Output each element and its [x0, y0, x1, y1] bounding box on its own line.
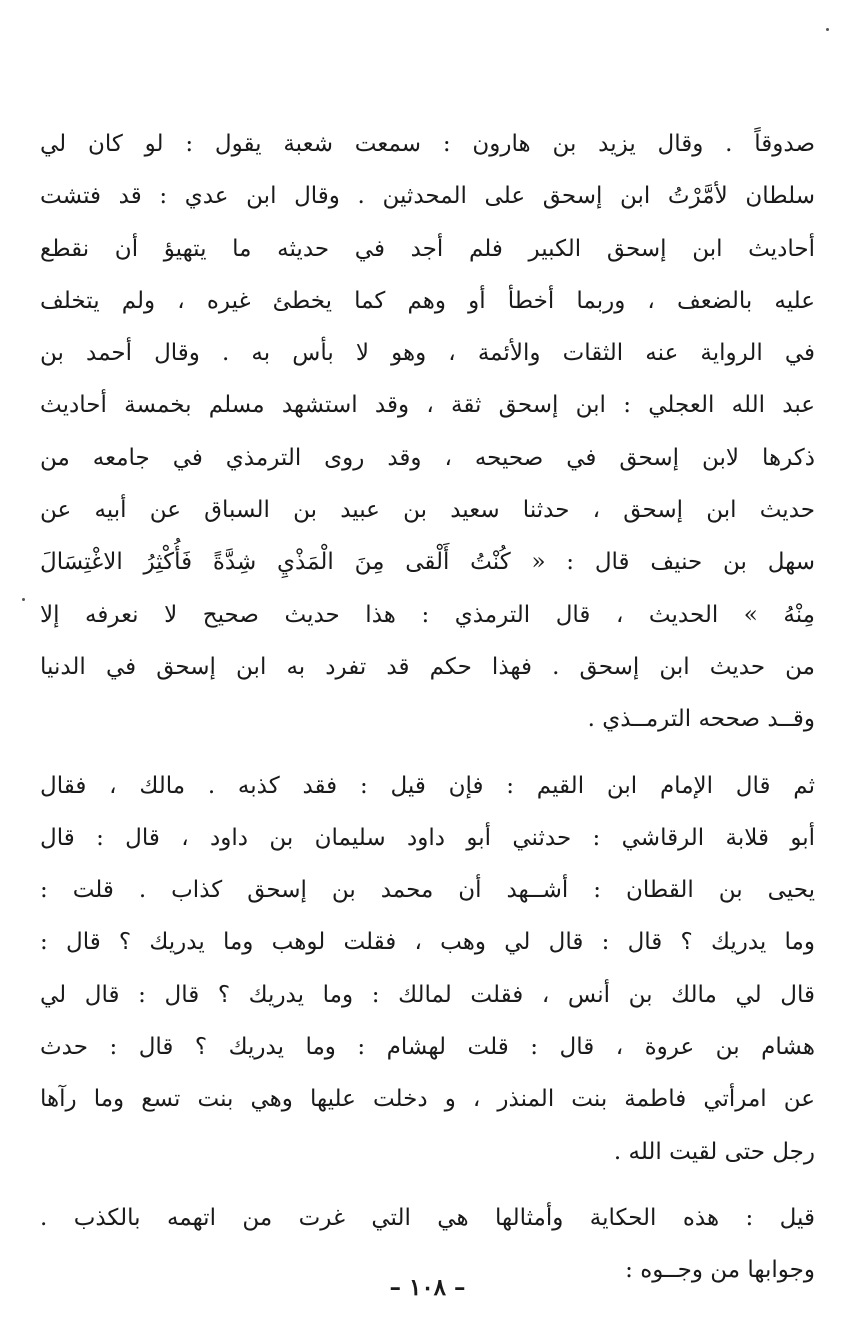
text-line: أبو قلابة الرقاشي : حدثني أبو داود سليمان بن داود ، قال : قال	[40, 824, 815, 851]
text-line: عن امرأتي فاطمة بنت المنذر ، و دخلت عليها وهي بنت تسع وما رآها	[40, 1086, 815, 1113]
text-line: عليه بالضعف ، وربما أخطأ أو وهم كما يخطئ غيره ، ولم يتخلف	[40, 287, 815, 314]
page-number: – ١٠٨ –	[389, 1274, 466, 1301]
paragraph-gap	[40, 1178, 815, 1192]
paragraph-gap	[40, 746, 815, 760]
text-line: هشام بن عروة ، قال : قلت لهشام : وما يدريك ؟ قال : حدث	[40, 1034, 815, 1061]
paragraph-2	[40, 760, 815, 1178]
scan-speck	[826, 28, 829, 31]
text-line: وجوابها من وجــوه :	[625, 1257, 815, 1284]
text-line: من حديث ابن إسحق . فهذا حكم قد تفرد به ابن إسحق في الدنيا	[40, 653, 815, 680]
text-line: سلطان لأمَّرْتُ ابن إسحق على المحدثين . وقال ابن عدي : قد فتشت	[40, 183, 815, 210]
text-line: مِنْهُ » الحديث ، قال الترمذي : هذا حديث صحيح لا نعرفه إلا	[40, 601, 815, 628]
text-line: قيل : هذه الحكاية وأمثالها هي التي غرت من اتهمه بالكذب .	[40, 1204, 815, 1231]
text-line: صدوقاً . وقال يزيد بن هارون : سمعت شعبة يقول : لو كان لي	[40, 131, 815, 157]
text-line: وقــد صححه الترمــذي .	[587, 706, 815, 733]
text-line: أحاديث ابن إسحق الكبير فلم أجد في حديثه ما يتهيؤ أن نقطع	[40, 235, 815, 262]
paragraph-1	[40, 118, 815, 746]
text-line: وما يدريك ؟ قال : قال لي وهب ، فقلت لوهب وما يدريك ؟ قال :	[40, 929, 815, 956]
text-line: عبد الله العجلي : ابن إسحق ثقة ، وقد استشهد مسلم بخمسة أحاديث	[40, 392, 815, 419]
scan-speck	[22, 598, 25, 601]
text-line: يحيى بن القطان : أشــهد أن محمد بن إسحق كذاب . قلت :	[40, 877, 815, 904]
text-line: قال لي مالك بن أنس ، فقلت لمالك : وما يدريك ؟ قال : قال لي	[40, 981, 815, 1008]
text-line: ثم قال الإمام ابن القيم : فإن قيل : فقد كذبه . مالك ، فقال	[40, 772, 815, 799]
text-line: رجل حتى لقيت الله .	[613, 1138, 815, 1165]
text-line: ذكرها لابن إسحق في صحيحه ، وقد روى الترمذي في جامعه من	[40, 444, 815, 471]
text-line: حديث ابن إسحق ، حدثنا سعيد بن عبيد بن السباق عن أبيه عن	[40, 497, 815, 524]
text-line: في الرواية عنه الثقات والأئمة ، وهو لا بأس به . وقال أحمد بن	[40, 340, 815, 367]
text-line: سهل بن حنيف قال : « كُنْتُ أَلْقى مِنَ الْمَذْيِ شِدَّةً فَأُكْثِرُ الاغْتِسَالَ	[40, 549, 815, 576]
page-body	[40, 118, 815, 1297]
